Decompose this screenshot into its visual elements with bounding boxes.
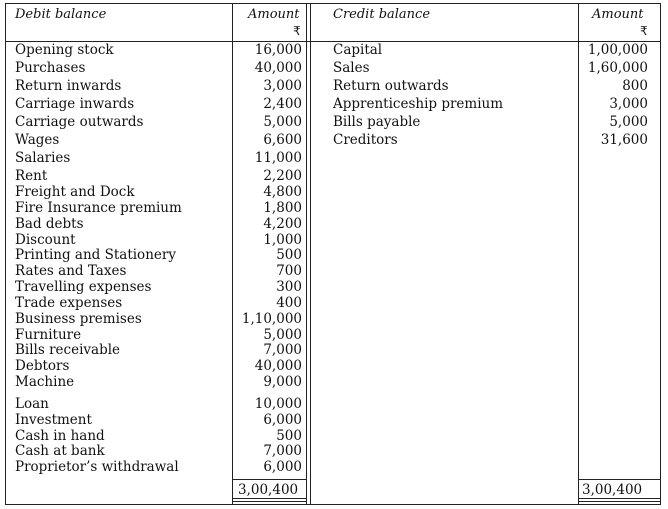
credit-item-label: Capital (333, 42, 383, 58)
debit-item-amount: 5,000 (263, 114, 302, 130)
debit-item-amount: 2,400 (263, 96, 302, 112)
debit-item-amount: 2,200 (263, 168, 302, 184)
debit-item-amount: 6,000 (263, 459, 302, 475)
credit-label-column (333, 0, 573, 509)
credit-item-label: Creditors (333, 132, 398, 148)
debit-item-amount: 40,000 (254, 60, 302, 76)
debit-item-label: Discount (15, 232, 76, 248)
debit-item-label: Bills receivable (15, 342, 121, 358)
debit-rupee-symbol: ₹ (293, 24, 301, 38)
debit-item-amount: 1,10,000 (241, 311, 302, 327)
credit-item-label: Apprenticeship premium (333, 96, 504, 112)
debit-item-amount: 400 (276, 295, 302, 311)
debit-item-label: Machine (15, 374, 75, 390)
credit-rupee-symbol: ₹ (640, 24, 648, 38)
credit-item-amount: 1,00,000 (587, 42, 648, 58)
debit-item-label: Wages (15, 132, 60, 148)
debit-item-label: Business premises (15, 311, 142, 327)
credit-item-amount: 1,60,000 (587, 60, 648, 76)
debit-item-amount: 6,000 (263, 412, 302, 428)
debit-item-label: Carriage outwards (15, 114, 144, 130)
debit-item-amount: 1,800 (263, 200, 302, 216)
debit-item-amount: 40,000 (254, 358, 302, 374)
credit-balance-heading: Credit balance (333, 7, 431, 22)
debit-item-amount: 7,000 (263, 443, 302, 459)
debit-item-label: Bad debts (15, 216, 84, 232)
debit-item-label: Debtors (15, 358, 70, 374)
debit-item-amount: 500 (276, 428, 302, 444)
debit-item-label: Opening stock (15, 42, 114, 58)
credit-item-label: Sales (333, 60, 370, 76)
credit-amount-column (580, 0, 648, 509)
credit-item-label: Bills payable (333, 114, 421, 130)
debit-amount-column (234, 0, 302, 509)
debit-item-amount: 3,000 (263, 78, 302, 94)
debit-item-amount: 1,000 (263, 232, 302, 248)
debit-item-label: Salaries (15, 150, 71, 166)
debit-item-label: Proprietor’s withdrawal (15, 459, 179, 475)
debit-item-amount: 10,000 (254, 396, 302, 412)
credit-item-amount: 31,600 (600, 132, 648, 148)
credit-item-label: Return outwards (333, 78, 449, 94)
debit-item-label: Loan (15, 396, 49, 412)
credit-item-amount: 5,000 (609, 114, 648, 130)
debit-item-label: Freight and Dock (15, 184, 135, 200)
debit-item-amount: 300 (276, 279, 302, 295)
debit-item-amount: 4,200 (263, 216, 302, 232)
debit-item-label: Purchases (15, 60, 86, 76)
debit-item-label: Travelling expenses (15, 279, 152, 295)
debit-item-amount: 700 (276, 263, 302, 279)
debit-amount-heading: Amount (248, 7, 300, 22)
debit-item-amount: 6,600 (263, 132, 302, 148)
credit-amount-heading: Amount (592, 7, 644, 22)
debit-item-label: Investment (15, 412, 92, 428)
debit-item-amount: 500 (276, 247, 302, 263)
debit-item-amount: 11,000 (254, 150, 302, 166)
debit-item-amount: 5,000 (263, 327, 302, 343)
debit-item-label: Fire Insurance premium (15, 200, 182, 216)
debit-item-label: Cash at bank (15, 443, 105, 459)
debit-item-amount: 9,000 (263, 374, 302, 390)
credit-total: 3,00,400 (582, 482, 643, 498)
debit-item-label: Carriage inwards (15, 96, 135, 112)
debit-item-label: Cash in hand (15, 428, 105, 444)
debit-balance-heading: Debit balance (15, 7, 107, 22)
debit-item-label: Trade expenses (15, 295, 123, 311)
debit-item-label: Rent (15, 168, 48, 184)
debit-item-label: Return inwards (15, 78, 122, 94)
debit-item-amount: 4,800 (263, 184, 302, 200)
debit-total: 3,00,400 (238, 482, 299, 498)
debit-item-label: Furniture (15, 327, 82, 343)
debit-item-label: Printing and Stationery (15, 247, 176, 263)
debit-item-label: Rates and Taxes (15, 263, 127, 279)
debit-item-amount: 16,000 (254, 42, 302, 58)
debit-label-column (15, 0, 230, 509)
credit-item-amount: 3,000 (609, 96, 648, 112)
debit-item-amount: 7,000 (263, 342, 302, 358)
credit-item-amount: 800 (622, 78, 648, 94)
